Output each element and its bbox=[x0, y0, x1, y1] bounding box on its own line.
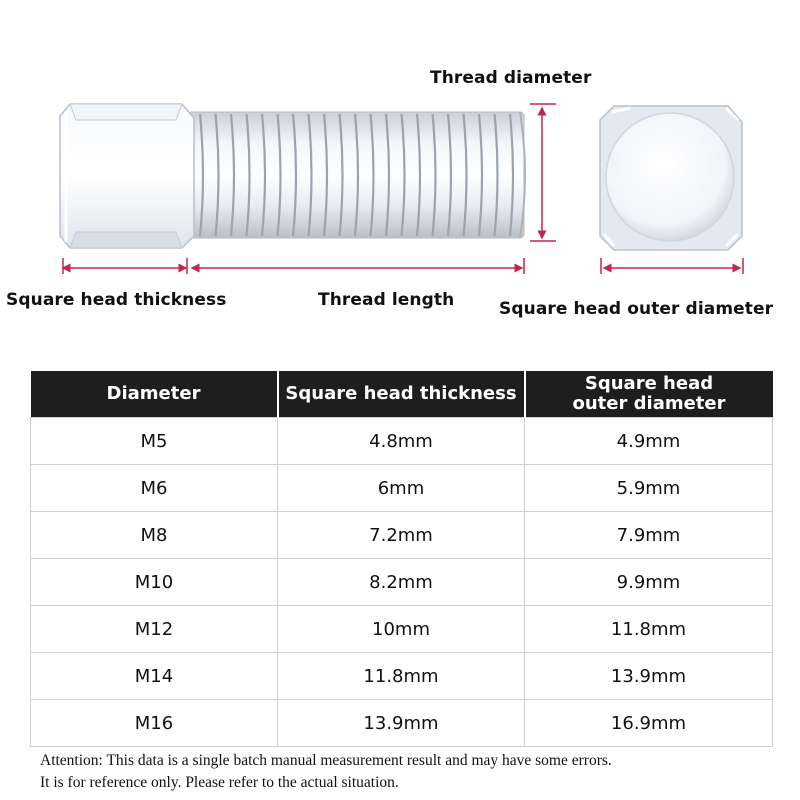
screw-thread bbox=[188, 112, 525, 238]
table-row bbox=[31, 512, 773, 559]
table-row bbox=[31, 418, 773, 465]
square-head-end-view bbox=[600, 106, 742, 250]
cell-head-outer-diameter: 9.9mm bbox=[525, 559, 773, 606]
header-square-head-outer-diameter: Square head outer diameter bbox=[525, 371, 773, 418]
thread-length-label: Thread length bbox=[318, 290, 455, 310]
cell-diameter: M14 bbox=[31, 653, 278, 700]
table-row bbox=[31, 559, 773, 606]
cell-diameter: M12 bbox=[31, 606, 278, 653]
cell-head-thickness: 4.8mm bbox=[278, 418, 525, 465]
square-head-side-view bbox=[60, 104, 194, 248]
thread-diameter-label: Thread diameter bbox=[430, 68, 592, 88]
table-row bbox=[31, 700, 773, 747]
cell-diameter: M6 bbox=[31, 465, 278, 512]
cell-head-thickness: 10mm bbox=[278, 606, 525, 653]
cell-head-thickness: 7.2mm bbox=[278, 512, 525, 559]
note-line-1: Attention: This data is a single batch manual measurement result and may have some errors. bbox=[40, 752, 612, 769]
square-head-outer-diameter-label: Square head outer diameter bbox=[499, 299, 774, 319]
screw-illustration bbox=[0, 0, 800, 340]
table-row bbox=[31, 465, 773, 512]
cell-diameter: M10 bbox=[31, 559, 278, 606]
header-square-head-thickness: Square head thickness bbox=[278, 371, 525, 418]
cell-head-thickness: 6mm bbox=[278, 465, 525, 512]
cell-head-outer-diameter: 4.9mm bbox=[525, 418, 773, 465]
cell-head-thickness: 8.2mm bbox=[278, 559, 525, 606]
table-header-row bbox=[31, 371, 773, 418]
attention-note bbox=[40, 750, 780, 794]
square-head-thickness-label: Square head thickness bbox=[6, 290, 227, 310]
cell-head-outer-diameter: 16.9mm bbox=[525, 700, 773, 747]
cell-diameter: M8 bbox=[31, 512, 278, 559]
dimension-table bbox=[30, 371, 773, 747]
cell-head-outer-diameter: 11.8mm bbox=[525, 606, 773, 653]
cell-head-outer-diameter: 13.9mm bbox=[525, 653, 773, 700]
cell-head-outer-diameter: 5.9mm bbox=[525, 465, 773, 512]
cell-head-outer-diameter: 7.9mm bbox=[525, 512, 773, 559]
header-diameter: Diameter bbox=[31, 371, 278, 418]
note-line-2: It is for reference only. Please refer to the actual situation. bbox=[40, 774, 399, 791]
cell-head-thickness: 11.8mm bbox=[278, 653, 525, 700]
table-row bbox=[31, 606, 773, 653]
cell-diameter: M16 bbox=[31, 700, 278, 747]
table-row bbox=[31, 653, 773, 700]
cell-head-thickness: 13.9mm bbox=[278, 700, 525, 747]
cell-diameter: M5 bbox=[31, 418, 278, 465]
